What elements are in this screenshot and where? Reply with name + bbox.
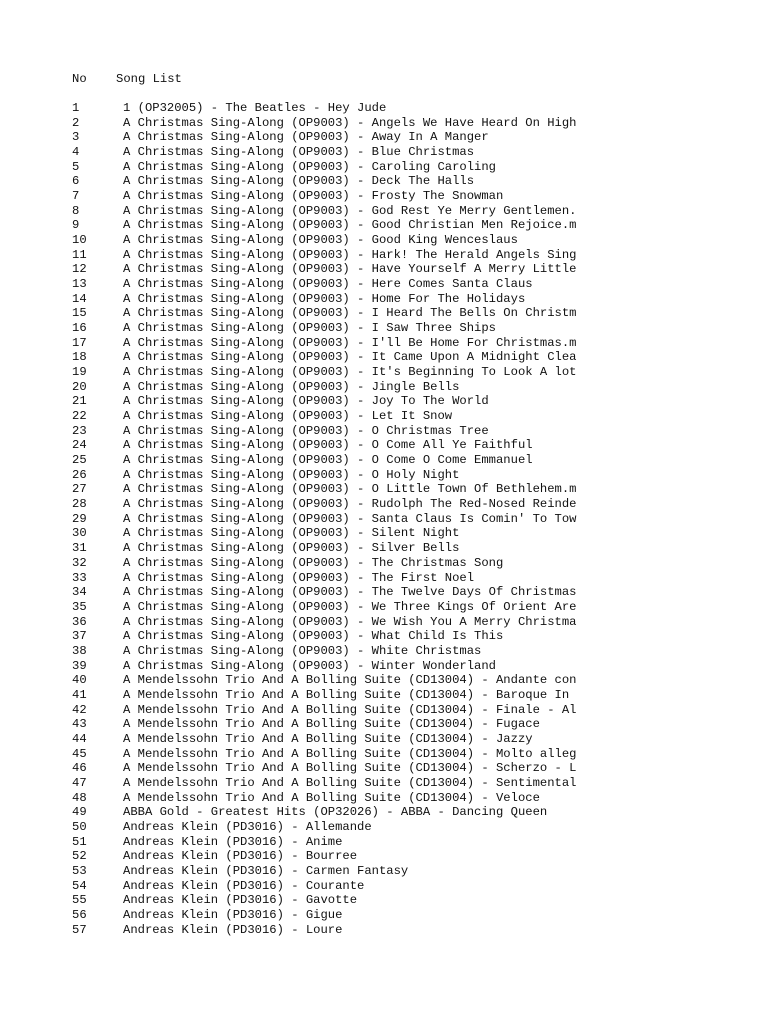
song-title: A Christmas Sing-Along (OP9003) - Santa Claus Is Comin' To Tow	[123, 511, 577, 526]
song-title: A Christmas Sing-Along (OP9003) - Silent Night	[123, 526, 460, 541]
table-row	[72, 336, 592, 351]
row-number: 55	[72, 893, 87, 908]
row-number: 56	[72, 907, 87, 922]
song-title: A Christmas Sing-Along (OP9003) - Deck The Halls	[123, 174, 475, 189]
song-title: A Christmas Sing-Along (OP9003) - The Twelve Days Of Christmas	[123, 585, 577, 600]
row-number: 48	[72, 790, 87, 805]
table-row	[72, 761, 592, 776]
table-row	[72, 717, 592, 732]
song-title: A Christmas Sing-Along (OP9003) - Blue Christmas	[123, 145, 475, 160]
table-row	[72, 615, 592, 630]
table-row	[72, 306, 592, 321]
table-row	[72, 776, 592, 791]
row-number: 17	[72, 335, 87, 350]
table-row	[72, 277, 592, 292]
song-title: A Christmas Sing-Along (OP9003) - Have Yourself A Merry Little	[123, 262, 577, 277]
song-title: A Mendelssohn Trio And A Bolling Suite (CD13004) - Baroque In	[123, 687, 570, 702]
table-row	[72, 218, 592, 233]
song-title: A Christmas Sing-Along (OP9003) - White Christmas	[123, 643, 482, 658]
song-title: A Christmas Sing-Along (OP9003) - Let It Snow	[123, 409, 453, 424]
song-title: A Christmas Sing-Along (OP9003) - O Come O Come Emmanuel	[123, 453, 533, 468]
table-row	[72, 101, 592, 116]
table-header	[72, 72, 182, 87]
row-number: 20	[72, 379, 87, 394]
row-number: 41	[72, 687, 87, 702]
row-number: 49	[72, 805, 87, 820]
table-row	[72, 482, 592, 497]
song-title: A Christmas Sing-Along (OP9003) - What Child Is This	[123, 629, 504, 644]
song-title: A Christmas Sing-Along (OP9003) - Hark! The Herald Angels Sing	[123, 247, 577, 262]
song-title: A Mendelssohn Trio And A Bolling Suite (CD13004) - Jazzy	[123, 731, 533, 746]
song-title: Andreas Klein (PD3016) - Bourree	[123, 849, 358, 864]
table-row	[72, 864, 592, 879]
song-title: A Christmas Sing-Along (OP9003) - Good King Wenceslaus	[123, 233, 518, 248]
song-title: Andreas Klein (PD3016) - Anime	[123, 834, 343, 849]
row-number: 52	[72, 849, 87, 864]
song-title: A Christmas Sing-Along (OP9003) - God Rest Ye Merry Gentlemen.	[123, 203, 577, 218]
row-number: 53	[72, 863, 87, 878]
row-number: 35	[72, 599, 87, 614]
song-title: A Christmas Sing-Along (OP9003) - Joy To The World	[123, 394, 489, 409]
song-title: A Mendelssohn Trio And A Bolling Suite (CD13004) - Andante con	[123, 673, 577, 688]
song-title: A Christmas Sing-Along (OP9003) - The Christmas Song	[123, 555, 504, 570]
row-number: 28	[72, 497, 87, 512]
row-number: 39	[72, 658, 87, 673]
song-title: A Christmas Sing-Along (OP9003) - Away In A Manger	[123, 130, 489, 145]
song-title: A Christmas Sing-Along (OP9003) - Frosty The Snowman	[123, 189, 504, 204]
row-number: 42	[72, 702, 87, 717]
row-number: 5	[72, 159, 80, 174]
row-number: 47	[72, 775, 87, 790]
table-row	[72, 688, 592, 703]
row-number: 50	[72, 819, 87, 834]
table-row	[72, 365, 592, 380]
row-number: 54	[72, 878, 87, 893]
row-number: 13	[72, 277, 87, 292]
table-row	[72, 424, 592, 439]
song-title: A Christmas Sing-Along (OP9003) - O Come All Ye Faithful	[123, 438, 533, 453]
row-number: 1	[72, 101, 80, 115]
table-row	[72, 571, 592, 586]
table-row	[72, 526, 592, 541]
row-number: 4	[72, 145, 80, 160]
table-row	[72, 556, 592, 571]
song-title: Andreas Klein (PD3016) - Gigue	[123, 907, 343, 922]
table-row	[72, 160, 592, 175]
row-number: 44	[72, 731, 87, 746]
row-number: 29	[72, 511, 87, 526]
song-title: A Christmas Sing-Along (OP9003) - We Wish You A Merry Christma	[123, 614, 577, 629]
song-title: A Christmas Sing-Along (OP9003) - Caroling Caroling	[123, 159, 496, 174]
table-row	[72, 908, 592, 923]
song-title: A Christmas Sing-Along (OP9003) - I'll Be Home For Christmas.m	[123, 335, 577, 350]
song-title: A Christmas Sing-Along (OP9003) - I Saw Three Ships	[123, 321, 496, 336]
song-title: A Christmas Sing-Along (OP9003) - O Little Town Of Bethlehem.m	[123, 482, 577, 497]
song-title: A Christmas Sing-Along (OP9003) - Silver Bells	[123, 541, 460, 556]
row-number: 18	[72, 350, 87, 365]
song-title: A Mendelssohn Trio And A Bolling Suite (CD13004) - Scherzo - L	[123, 761, 577, 776]
table-row	[72, 409, 592, 424]
table-row	[72, 703, 592, 718]
song-title: A Christmas Sing-Along (OP9003) - It Came Upon A Midnight Clea	[123, 350, 577, 365]
song-title: Andreas Klein (PD3016) - Carmen Fantasy	[123, 863, 409, 878]
song-title: Andreas Klein (PD3016) - Allemande	[123, 819, 372, 834]
table-row	[72, 849, 592, 864]
song-title: ABBA Gold - Greatest Hits (OP32026) - ABBA - Dancing Queen	[123, 805, 548, 820]
row-number: 14	[72, 291, 87, 306]
song-list	[72, 101, 592, 937]
table-row	[72, 394, 592, 409]
header-song-list: Song List	[116, 72, 182, 86]
song-title: Andreas Klein (PD3016) - Gavotte	[123, 893, 358, 908]
table-row	[72, 130, 592, 145]
table-row	[72, 262, 592, 277]
song-title: A Christmas Sing-Along (OP9003) - Home For The Holidays	[123, 291, 526, 306]
row-number: 38	[72, 643, 87, 658]
table-row	[72, 512, 592, 527]
song-title: A Christmas Sing-Along (OP9003) - O Holy Night	[123, 467, 460, 482]
table-row	[72, 350, 592, 365]
song-title: A Christmas Sing-Along (OP9003) - Good Christian Men Rejoice.m	[123, 218, 577, 233]
row-number: 12	[72, 262, 87, 277]
row-number: 19	[72, 365, 87, 380]
song-title: A Mendelssohn Trio And A Bolling Suite (CD13004) - Finale - Al	[123, 702, 577, 717]
song-title: A Christmas Sing-Along (OP9003) - Jingle Bells	[123, 379, 460, 394]
row-number: 27	[72, 482, 87, 497]
song-title: A Christmas Sing-Along (OP9003) - O Christmas Tree	[123, 423, 489, 438]
header-no: No	[72, 72, 87, 86]
row-number: 32	[72, 555, 87, 570]
row-number: 22	[72, 409, 87, 424]
table-row	[72, 174, 592, 189]
table-row	[72, 380, 592, 395]
song-title: A Mendelssohn Trio And A Bolling Suite (CD13004) - Fugace	[123, 717, 540, 732]
row-number: 7	[72, 189, 80, 204]
table-row	[72, 732, 592, 747]
table-row	[72, 673, 592, 688]
row-number: 30	[72, 526, 87, 541]
table-row	[72, 923, 592, 938]
song-title: Andreas Klein (PD3016) - Courante	[123, 878, 365, 893]
row-number: 16	[72, 321, 87, 336]
row-number: 43	[72, 717, 87, 732]
table-row	[72, 145, 592, 160]
row-number: 31	[72, 541, 87, 556]
song-title: A Christmas Sing-Along (OP9003) - Rudolph The Red-Nosed Reinde	[123, 497, 577, 512]
song-title: A Christmas Sing-Along (OP9003) - We Three Kings Of Orient Are	[123, 599, 577, 614]
table-row	[72, 233, 592, 248]
song-title: A Christmas Sing-Along (OP9003) - Angels We Have Heard On High	[123, 115, 577, 130]
table-row	[72, 189, 592, 204]
row-number: 26	[72, 467, 87, 482]
song-title: A Christmas Sing-Along (OP9003) - It's Beginning To Look A lot	[123, 365, 577, 380]
row-number: 34	[72, 585, 87, 600]
row-number: 24	[72, 438, 87, 453]
song-title: Andreas Klein (PD3016) - Loure	[123, 922, 343, 937]
table-row	[72, 893, 592, 908]
row-number: 51	[72, 834, 87, 849]
song-title: 1 (OP32005) - The Beatles - Hey Jude	[123, 101, 387, 115]
table-row	[72, 292, 592, 307]
row-number: 46	[72, 761, 87, 776]
row-number: 25	[72, 453, 87, 468]
song-title: A Mendelssohn Trio And A Bolling Suite (CD13004) - Molto alleg	[123, 746, 577, 761]
row-number: 10	[72, 233, 87, 248]
table-row	[72, 321, 592, 336]
table-row	[72, 541, 592, 556]
row-number: 36	[72, 614, 87, 629]
song-title: A Christmas Sing-Along (OP9003) - Here Comes Santa Claus	[123, 277, 533, 292]
row-number: 37	[72, 629, 87, 644]
row-number: 2	[72, 115, 80, 130]
table-row	[72, 629, 592, 644]
table-row	[72, 791, 592, 806]
row-number: 45	[72, 746, 87, 761]
table-row	[72, 585, 592, 600]
row-number: 23	[72, 423, 87, 438]
table-row	[72, 659, 592, 674]
table-row	[72, 468, 592, 483]
table-row	[72, 600, 592, 615]
row-number: 21	[72, 394, 87, 409]
song-title: A Mendelssohn Trio And A Bolling Suite (CD13004) - Sentimental	[123, 775, 577, 790]
song-title: A Mendelssohn Trio And A Bolling Suite (CD13004) - Veloce	[123, 790, 540, 805]
row-number: 57	[72, 922, 87, 937]
table-row	[72, 438, 592, 453]
table-row	[72, 747, 592, 762]
row-number: 6	[72, 174, 80, 189]
row-number: 15	[72, 306, 87, 321]
table-row	[72, 879, 592, 894]
table-row	[72, 116, 592, 131]
table-row	[72, 204, 592, 219]
row-number: 40	[72, 673, 87, 688]
table-row	[72, 453, 592, 468]
song-title: A Christmas Sing-Along (OP9003) - The First Noel	[123, 570, 475, 585]
table-row	[72, 820, 592, 835]
row-number: 9	[72, 218, 80, 233]
row-number: 8	[72, 203, 80, 218]
table-row	[72, 835, 592, 850]
row-number: 3	[72, 130, 80, 145]
table-row	[72, 805, 592, 820]
song-title: A Christmas Sing-Along (OP9003) - I Heard The Bells On Christm	[123, 306, 577, 321]
song-title: A Christmas Sing-Along (OP9003) - Winter Wonderland	[123, 658, 496, 673]
table-row	[72, 497, 592, 512]
table-row	[72, 644, 592, 659]
row-number: 11	[72, 247, 87, 262]
row-number: 33	[72, 570, 87, 585]
table-row	[72, 248, 592, 263]
